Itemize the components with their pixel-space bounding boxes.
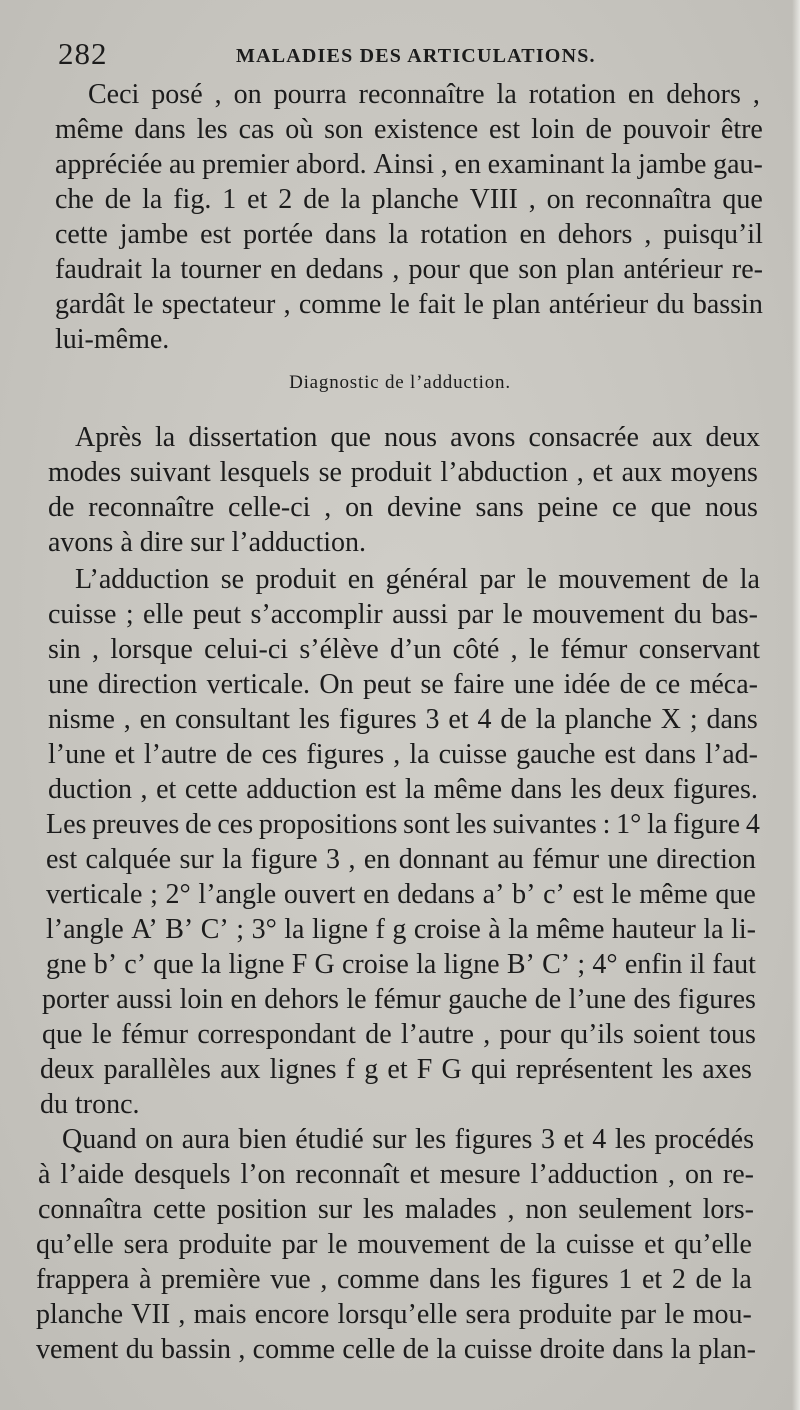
text-line: appréciée au premier abord. Ainsi , en examinant la jambe gau- [55, 149, 763, 180]
text-line: de reconnaître celle-ci , on devine sans peine ce que nous [48, 492, 758, 523]
text-line: lui-même. [55, 324, 170, 355]
page-number: 282 [58, 36, 108, 71]
text-line: à l’aide desquels l’on reconnaît et mesure l’adduction , on re- [38, 1159, 754, 1190]
text-line: Quand on aura bien étudié sur les figures 3 et 4 les procédés [62, 1124, 754, 1155]
text-line: l’angle A’ B’ C’ ; 3° la ligne f g croise à la même hauteur la li- [46, 914, 756, 945]
text-line: avons à dire sur l’adduction. [48, 527, 367, 558]
text-line: che de la fig. 1 et 2 de la planche VIII , on reconnaîtra que [55, 184, 763, 215]
page-edge [792, 0, 800, 1410]
text-line: vement du bassin , comme celle de la cuisse droite dans la plan- [36, 1334, 756, 1365]
text-line: l’une et l’autre de ces figures , la cuisse gauche est dans l’ad- [48, 739, 758, 770]
text-line: gardât le spectateur , comme le fait le plan antérieur du bassin [55, 289, 763, 320]
text-line: que le fémur correspondant de l’autre , pour qu’ils soient tous [42, 1019, 756, 1050]
text-line: Après la dissertation que nous avons consacrée aux deux [75, 422, 760, 453]
text-line: Ceci posé , on pourra reconnaître la rotation en dehors , [88, 79, 760, 110]
text-line: deux parallèles aux lignes f g et F G qui représentent les axes [40, 1054, 752, 1085]
running-title: MALADIES DES ARTICULATIONS. [236, 45, 596, 67]
text-line: du tronc. [40, 1089, 140, 1120]
text-line: cuisse ; elle peut s’accomplir aussi par le mouvement du bas- [48, 599, 758, 630]
text-line: porter aussi loin en dehors le fémur gauche de l’une des figures [42, 984, 756, 1015]
text-line: duction , et cette adduction est la même dans les deux figures. [48, 774, 758, 805]
page-header [58, 34, 758, 74]
text-line: sin , lorsque celui-ci s’élève d’un côté , le fémur conservant [48, 634, 760, 665]
text-line: faudrait la tourner en dedans , pour que son plan antérieur re- [55, 254, 763, 285]
text-line: verticale ; 2° l’angle ouvert en dedans a’ b’ c’ est le même que [46, 879, 756, 910]
text-line: une direction verticale. On peut se faire une idée de ce méca- [48, 669, 758, 700]
text-line: modes suivant lesquels se produit l’abduction , et aux moyens [48, 457, 758, 488]
text-line: qu’elle sera produite par le mouvement de la cuisse et qu’elle [36, 1229, 752, 1260]
text-line: connaîtra cette position sur les malades , non seulement lors- [38, 1194, 754, 1225]
text-line: gne b’ c’ que la ligne F G croise la ligne B’ C’ ; 4° enfin il faut [46, 949, 756, 980]
section-heading: Diagnostic de l’adduction. [289, 372, 511, 393]
text-line: cette jambe est portée dans la rotation en dehors , puisqu’il [55, 219, 763, 250]
text-line: frappera à première vue , comme dans les figures 1 et 2 de la [36, 1264, 752, 1295]
text-line: nisme , en consultant les figures 3 et 4 de la planche X ; dans [48, 704, 758, 735]
text-line: L’adduction se produit en général par le mouvement de la [75, 564, 760, 595]
text-line: planche VII , mais encore lorsqu’elle sera produite par le mou- [36, 1299, 752, 1330]
text-line: même dans les cas où son existence est loin de pouvoir être [55, 114, 763, 145]
text-line: est calquée sur la figure 3 , en donnant au fémur une direction [46, 844, 756, 875]
text-line: Les preuves de ces propositions sont les suivantes : 1° la figure 4 [46, 809, 760, 840]
